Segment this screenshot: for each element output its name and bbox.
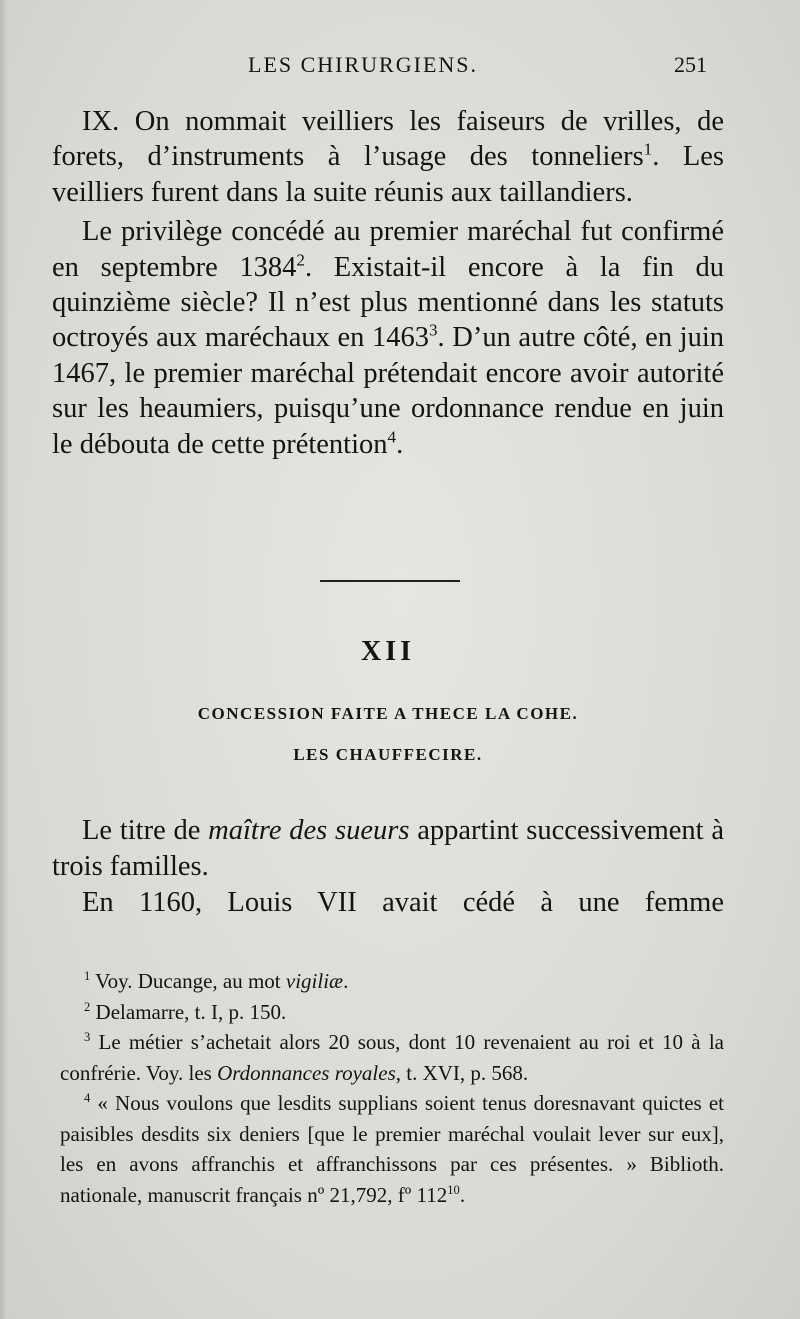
paragraph-louis-vii: En 1160, Louis VII avait cédé à une femme [82,887,724,918]
footnote-marker: 4 [84,1091,91,1105]
paragraph-text: . Les veilliers furent dans la suite réunis aux taillandiers. [52,141,724,208]
folio-superscript: 10 [447,1182,460,1197]
footnote-text: . [459,1182,466,1207]
footnote-text: Voy. Ducange, au mot [90,969,286,993]
footnote-text: Le métier s’achetait alors 20 sous, dont 10 revenaient au roi et 10 à la confrérie. Voy. les [60,1030,724,1085]
paragraph-text: Le privilège concédé au premier maréchal fut confirmé en septembre 1384 [52,216,724,283]
section-divider [320,580,460,582]
footnote-italic: Ordonnances royales [217,1060,396,1085]
footnote-italic: vigiliæ [285,969,344,993]
footnote-text: Delamarre, t. I, p. 150. [90,999,287,1024]
paragraph-text: . [396,428,404,460]
footnote-marker: 3 [84,1030,91,1044]
paragraph-text: . Existait-il encore à la fin du quinzième siècle? Il n’est plus mentionné dans les statuts octroyés aux maréchaux en 1463 [52,251,724,354]
footnote-4 [60,1088,724,1210]
chapter-number: XII [360,636,415,667]
footnote-1 [60,966,724,997]
body-text-top [52,104,724,462]
paragraph-privilege [52,214,724,462]
footnote-2 [60,997,724,1028]
italic-phrase: maître des sueurs [208,815,410,846]
paragraph-text: Le titre de [82,815,209,846]
chapter-subheading: LES CHAUFFECIRE. [293,745,483,764]
page-number: 251 [674,52,707,77]
running-title: LES CHIRURGIENS. [248,52,479,77]
footnote-reference: 3 [429,320,438,340]
paragraph-text: . D’un autre côté, en juin 1467, le premier maréchal prétendait encore avoir autorité sur les heaumiers, puisqu’une ordonnance rendue en juin le débouta de cette prétention [52,322,725,460]
footnote-reference: 1 [643,139,653,159]
paragraph-titre [52,813,724,885]
body-text-bottom [52,813,724,921]
footnote-marker: 2 [84,999,91,1014]
footnote-3 [60,1027,724,1088]
paragraph-text: appartint successivement à trois familles. [52,815,724,882]
footnote-text: « Nous voulons que lesdits supplians soient tenus doresnavant quictes et paisibles desdits six deniers [que le premier maréchal voulait lever sur eux], les en avons affranchis et affranchissons par ces présentes. » Biblioth. nationale, manuscrit français nº 21,792, fº 112 [60,1091,724,1207]
footnote-text: , t. XVI, p. 568. [395,1060,529,1085]
page-header [0,52,800,86]
footnote-marker: 1 [84,969,91,983]
paragraph-ix [52,104,724,210]
chapter-heading: CONCESSION FAITE A THECE LA COHE. [197,704,579,723]
footnotes [60,966,724,1210]
footnote-text: . [343,969,349,993]
footnote-reference: 4 [387,427,397,447]
footnote-reference: 2 [296,250,305,270]
paragraph-text: IX. On nommait veilliers les faiseurs de vrilles, de forets, d’instruments à l’usage des tonneliers [52,106,724,173]
